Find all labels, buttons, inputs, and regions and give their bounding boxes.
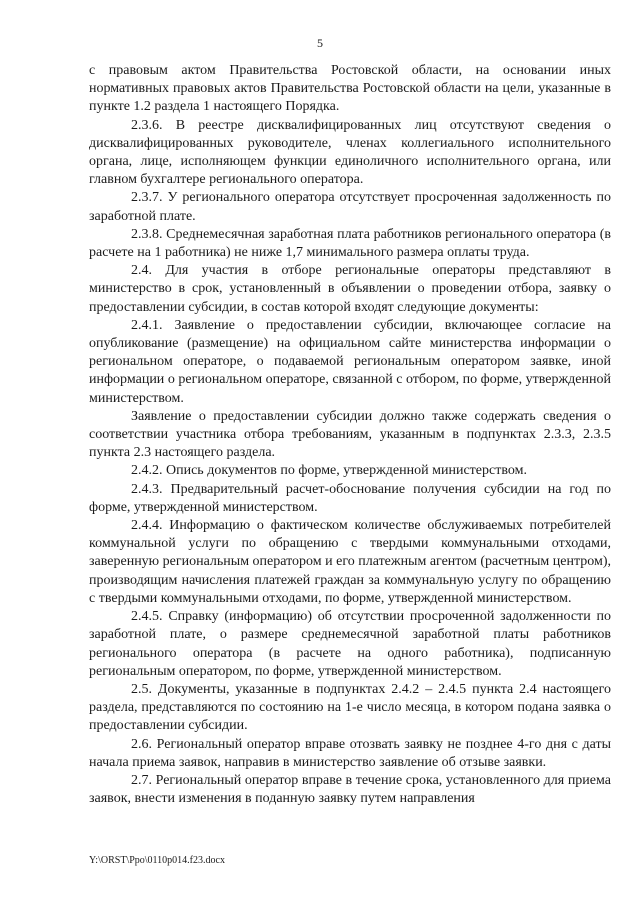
file-path-footer: Y:\ORST\Ppo\0110p014.f23.docx	[89, 855, 225, 866]
paragraph-2-3-6: 2.3.6. В реестре дисквалифицированных лиц отсутствуют сведения о дисквалифицированных руководителе, членах коллегиального исполнительного органа, лице, исполняющем функции единоличного исполнительного органа, или главном бухгалтере регионального оператора.	[89, 117, 611, 188]
paragraph-2-4-2: 2.4.2. Опись документов по форме, утвержденной министерством.	[131, 463, 527, 479]
paragraph-2-3-7: 2.3.7. У регионального оператора отсутствует просроченная задолженность по заработной плате.	[89, 190, 611, 224]
page-number: 5	[317, 36, 323, 50]
paragraph-2-6: 2.6. Региональный оператор вправе отозвать заявку не позднее 4-го дня с даты начала приема заявок, направив в министерство заявление об отзыве заявки.	[89, 736, 611, 770]
paragraph-2-4-1: 2.4.1. Заявление о предоставлении субсидии, включающее согласие на опубликование (размещение) на официальном сайте министерства информации о региональном операторе, о подаваемой региональным оператором заявке, иной информации о региональном операторе, связанной с отбором, по форме, утвержденной министерством.	[89, 317, 611, 406]
paragraph-continuation: с правовым актом Правительства Ростовской области, на основании иных нормативных правовых актов Правительства Ростовской области на цели, указанные в пункте 1.2 раздела 1 настоящего Порядка.	[89, 63, 611, 115]
document-body	[89, 62, 611, 808]
paragraph-2-3-8: 2.3.8. Среднемесячная заработная плата работников регионального оператора (в расчете на 1 работника) не ниже 1,7 минимального размера оплаты труда.	[89, 226, 611, 261]
paragraph-2-7: 2.7. Региональный оператор вправе в течение срока, установленного для приема заявок, внести изменения в поданную заявку путем направления	[89, 772, 611, 807]
paragraph-application-requirements: Заявление о предоставлении субсидии должно также содержать сведения о соответствии участника отбора требованиям, указанным в подпунктах 2.3.3, 2.3.5 пункта 2.3 настоящего раздела.	[89, 408, 611, 461]
paragraph-2-4: 2.4. Для участия в отборе региональные операторы представляют в министерство в срок, установленный в объявлении о проведении отбора, заявку о предоставлении субсидии, в состав которой входят следующие документы:	[89, 263, 611, 315]
paragraph-2-4-4: 2.4.4. Информацию о фактическом количестве обслуживаемых потребителей коммунальной услуги по обращению с твердыми коммунальными отходами, заверенную региональным оператором и его платежным агентом (расчетным центром), производящим начисления платежей граждан за коммунальную услугу по обращению с твердыми коммунальными отходами, по форме, утвержденной министерством.	[89, 518, 612, 606]
paragraph-2-4-5: 2.4.5. Справку (информацию) об отсутствии просроченной задолженности по заработной плате, о размере среднемесячной заработной платы работников регионального оператора (в расчете на одного работника), подписанную региональным оператором, по форме, утвержденной министерством.	[89, 609, 611, 679]
paragraph-2-5: 2.5. Документы, указанные в подпунктах 2.4.2 – 2.4.5 пункта 2.4 настоящего раздела, представляются по состоянию на 1-е число месяца, в котором подана заявка о предоставлении субсидии.	[89, 681, 611, 734]
paragraph-2-4-3: 2.4.3. Предварительный расчет-обоснование получения субсидии на год по форме, утвержденной министерством.	[89, 481, 611, 515]
